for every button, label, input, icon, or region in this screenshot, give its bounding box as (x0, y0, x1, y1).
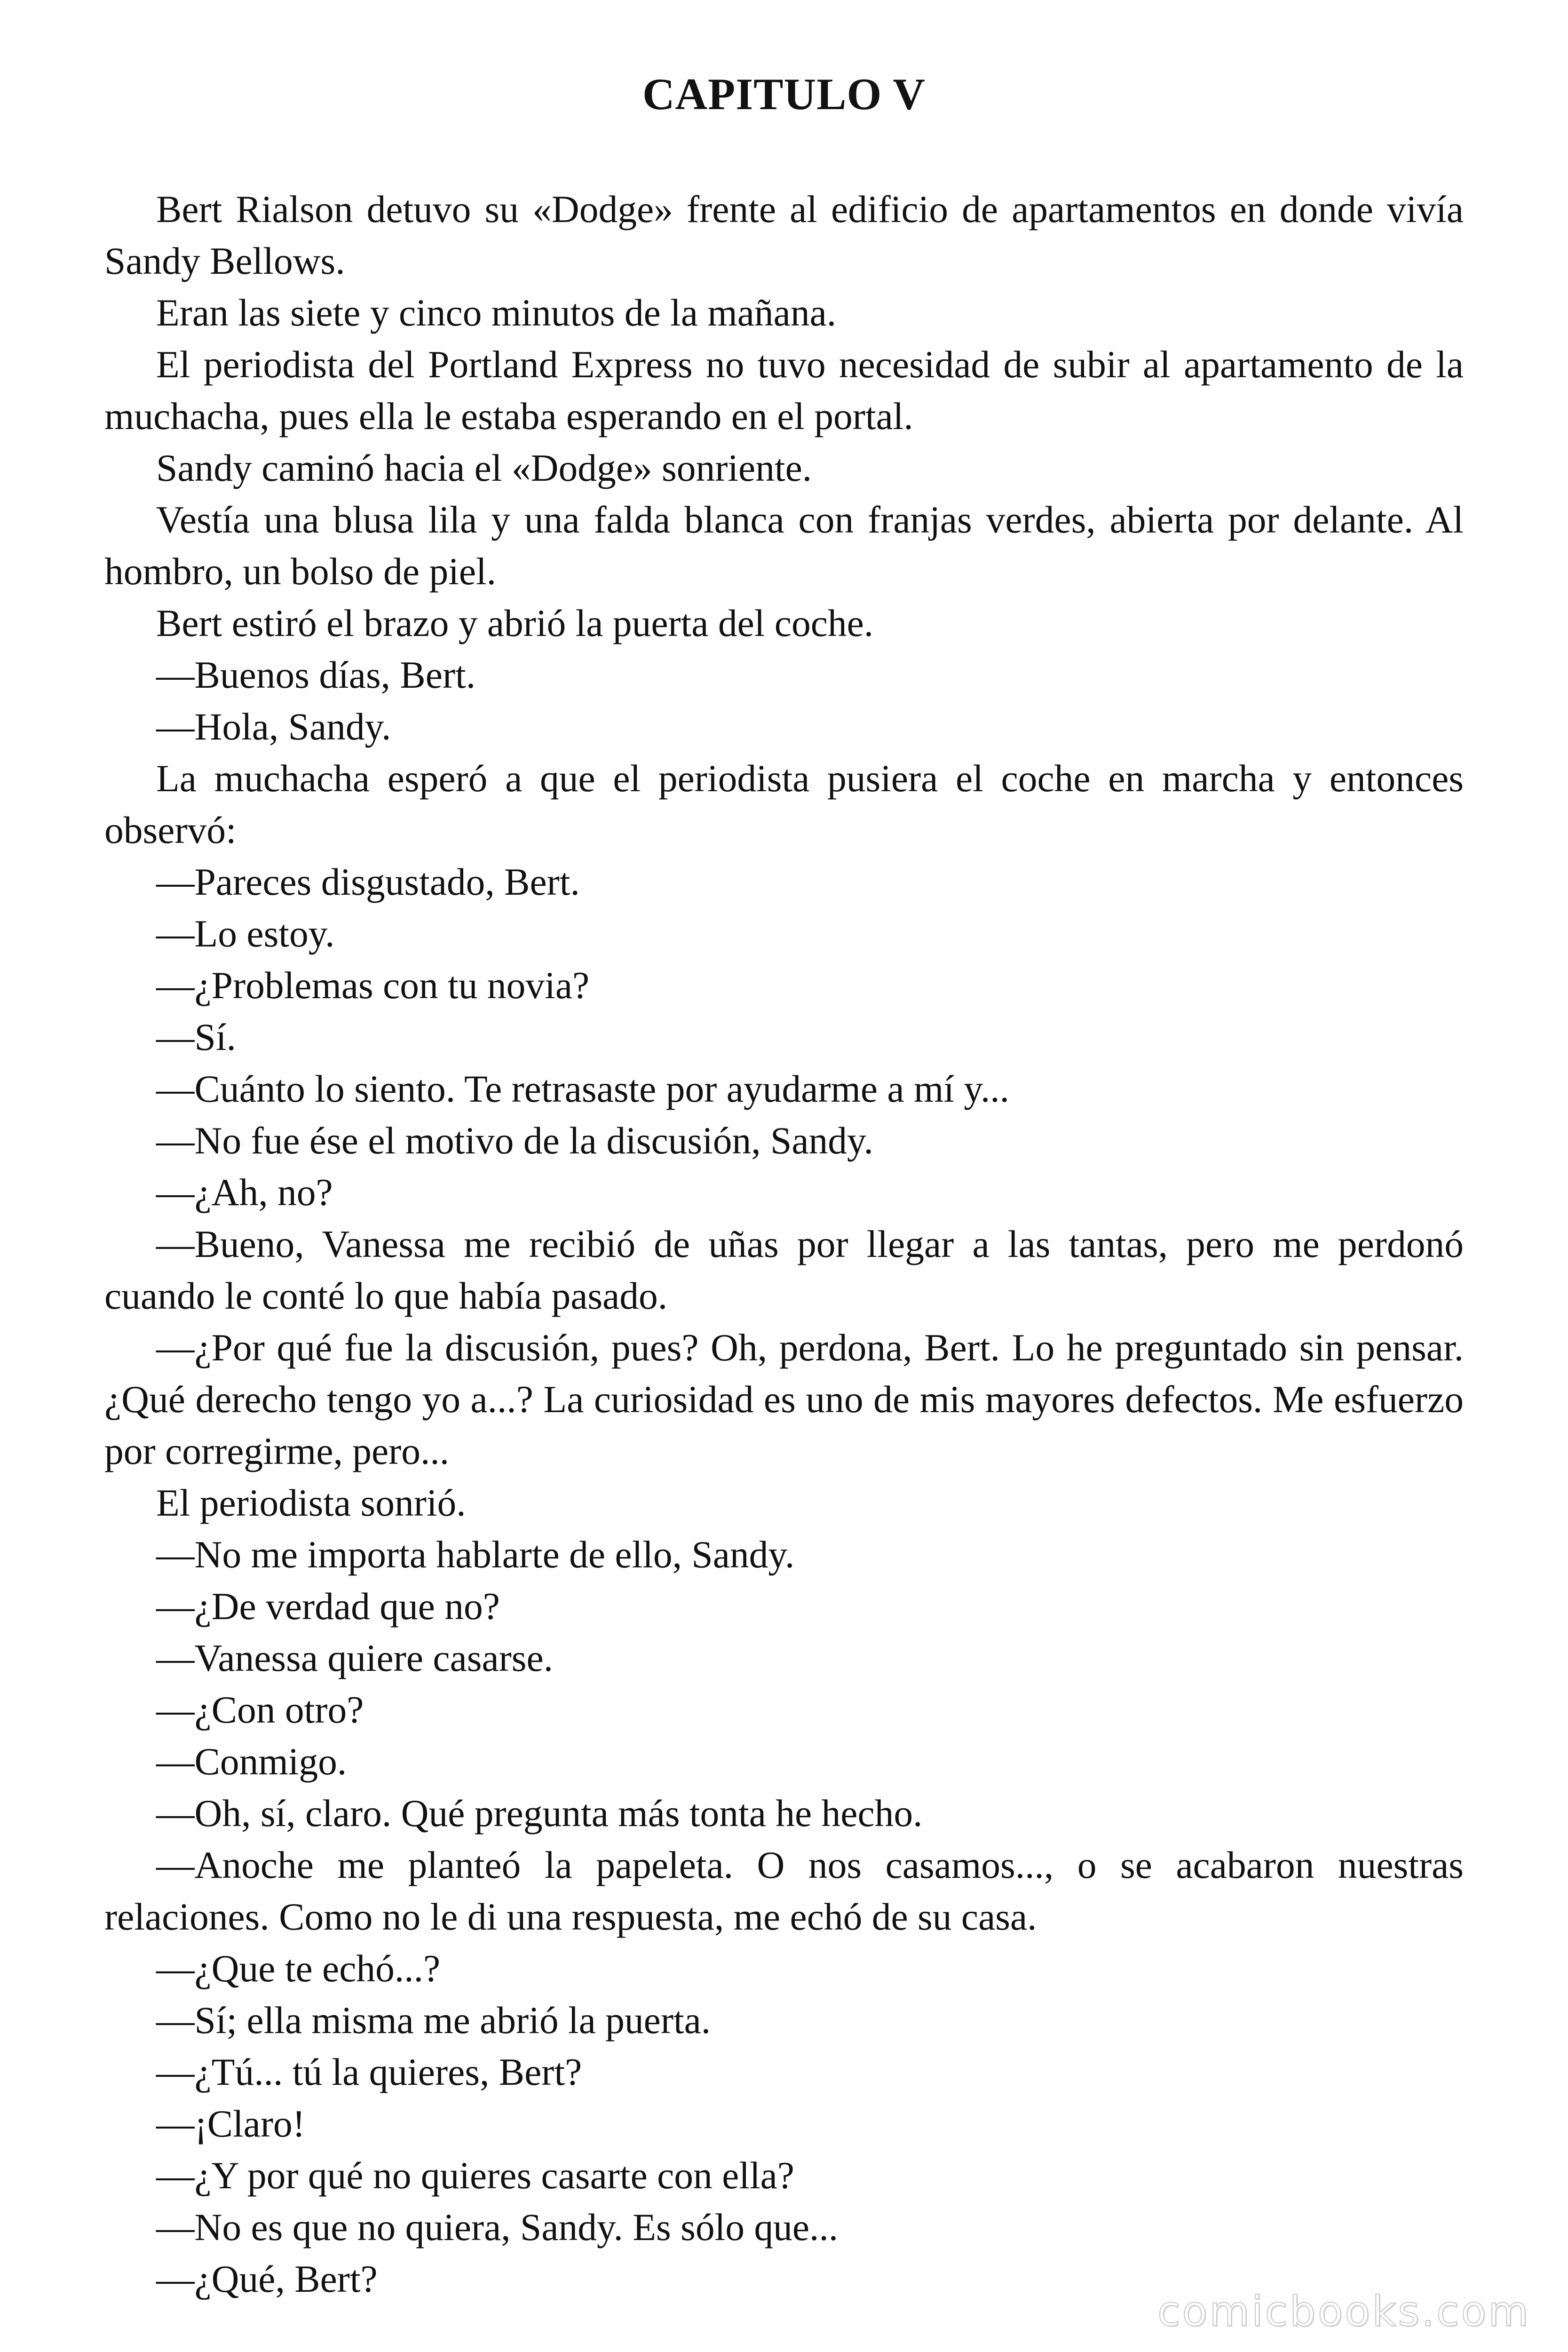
dialogue-line: —No es que no quiera, Sandy. Es sólo que... (156, 2206, 839, 2249)
dialogue-line: —¿Por qué fue la discusión, pues? Oh, perdona, Bert. Lo he preguntado sin pensar. ¿Qué derecho tengo yo a...? La curiosidad es uno de mis mayores defectos. Me esfuerzo por corregirme, pero... (104, 1326, 1464, 1472)
book-page (104, 64, 1464, 2305)
dialogue-line: —¡Claro! (156, 2102, 305, 2145)
dialogue-line: —¿Qué, Bert? (156, 2257, 378, 2300)
dialogue-line: —No me importa hablarte de ello, Sandy. (156, 1533, 795, 1576)
paragraph: El periodista sonrió. (156, 1481, 466, 1524)
dialogue-line: —¿Que te echó...? (156, 1947, 441, 1990)
dialogue-line: —¿Con otro? (156, 1688, 364, 1731)
dialogue-line: —¿Problemas con tu novia? (156, 964, 590, 1007)
dialogue-line: —¿Ah, no? (156, 1171, 333, 1214)
paragraph: Eran las siete y cinco minutos de la mañana. (156, 291, 837, 334)
dialogue-line: —Conmigo. (156, 1740, 347, 1783)
dialogue-line: —Buenos días, Bert. (156, 653, 476, 696)
paragraph: Sandy caminó hacia el «Dodge» sonriente. (156, 446, 812, 489)
dialogue-line: —¿De verdad que no? (156, 1585, 500, 1628)
watermark-logo: comicbooks.com (1157, 2287, 1530, 2336)
paragraph: La muchacha esperó a que el periodista pusiera el coche en marcha y entonces observó: (104, 757, 1464, 851)
dialogue-line: —¿Tú... tú la quieres, Bert? (156, 2050, 582, 2093)
chapter-body (104, 183, 1464, 2305)
dialogue-line: —Vanessa quiere casarse. (156, 1637, 554, 1679)
dialogue-line: —No fue ése el motivo de la discusión, Sandy. (156, 1119, 873, 1162)
paragraph: El periodista del Portland Express no tuvo necesidad de subir al apartamento de la muchacha, pues ella le estaba esperando en el portal. (104, 343, 1464, 437)
dialogue-line: —¿Y por qué no quieres casarte con ella? (156, 2154, 794, 2197)
dialogue-line: —Sí. (156, 1016, 236, 1058)
chapter-title: CAPITULO V (642, 69, 926, 119)
dialogue-line: —Anoche me planteó la papeleta. O nos casamos..., o se acabaron nuestras relaciones. Como no le di una respuesta, me echó de su casa. (104, 1843, 1464, 1938)
dialogue-line: —Pareces disgustado, Bert. (156, 860, 580, 903)
paragraph: Vestía una blusa lila y una falda blanca con franjas verdes, abierta por delante. Al hombro, un bolso de piel. (104, 498, 1464, 593)
paragraph: Bert estiró el brazo y abrió la puerta del coche. (156, 602, 874, 644)
dialogue-line: —Sí; ella misma me abrió la puerta. (156, 1999, 711, 2042)
dialogue-line: —Hola, Sandy. (156, 705, 391, 748)
dialogue-line: —Bueno, Vanessa me recibió de uñas por llegar a las tantas, pero me perdonó cuando le conté lo que había pasado. (104, 1223, 1464, 1317)
paragraph: Bert Rialson detuvo su «Dodge» frente al edificio de apartamentos en donde vivía Sandy Bellows. (104, 188, 1464, 282)
dialogue-line: —Cuánto lo siento. Te retrasaste por ayudarme a mí y... (156, 1067, 1009, 1110)
dialogue-line: —Oh, sí, claro. Qué pregunta más tonta he hecho. (156, 1792, 923, 1835)
dialogue-line: —Lo estoy. (156, 912, 335, 955)
